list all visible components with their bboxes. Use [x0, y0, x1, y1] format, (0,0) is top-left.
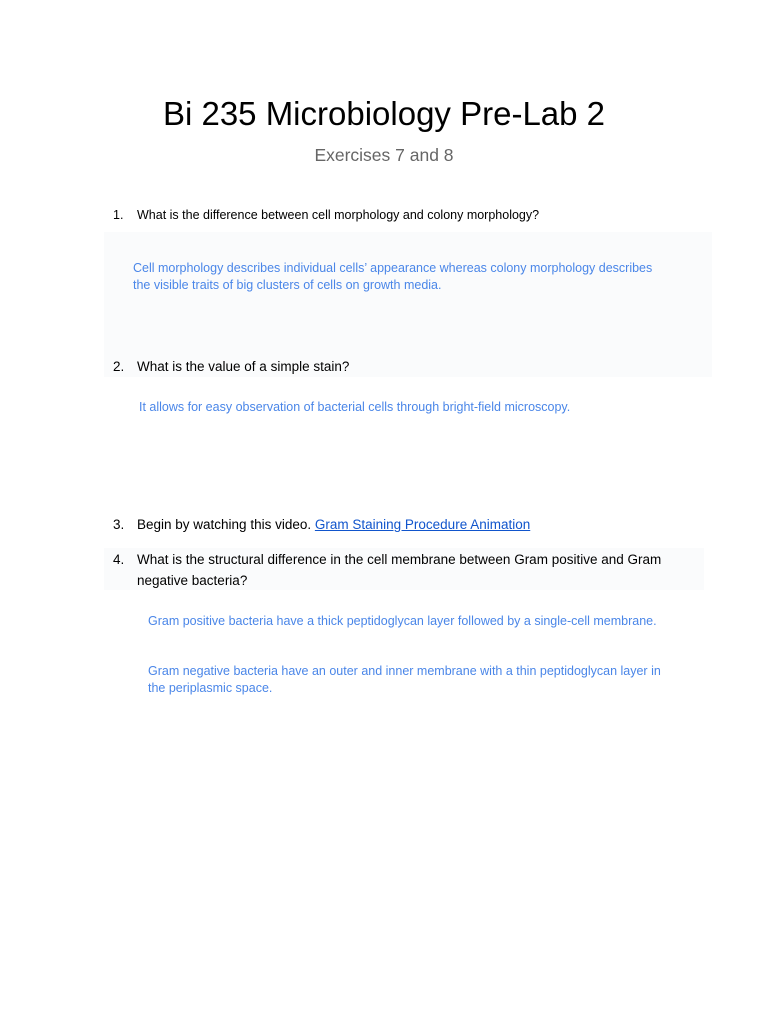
question-text: What is the value of a simple stain? — [137, 359, 350, 374]
question-number: 4. — [113, 552, 125, 567]
answer-1: Cell morphology describes individual cells’ appearance whereas colony morphology describes the visible traits of big clusters of cells on growth media. — [133, 261, 653, 292]
question-text: What is the structural difference in the cell membrane between Gram positive and Gram negative bacteria? — [137, 552, 662, 588]
answer-2: It allows for easy observation of bacterial cells through bright-field microscopy. — [139, 400, 571, 414]
question-text-with-link — [137, 515, 530, 534]
document-title: Bi 235 Microbiology Pre-Lab 2 — [162, 95, 606, 132]
question-number: 3. — [113, 517, 125, 532]
question-text: Begin by watching this video. — [137, 517, 312, 532]
question-number: 2. — [113, 359, 125, 374]
question-number: 1. — [113, 208, 124, 222]
question-text: What is the difference between cell morphology and colony morphology? — [137, 208, 540, 222]
video-link[interactable]: Gram Staining Procedure Animation — [314, 517, 531, 532]
answer-4-gram-positive: Gram positive bacteria have a thick peptidoglycan layer followed by a single-cell membrane. — [148, 614, 657, 628]
document-subtitle: Exercises 7 and 8 — [314, 145, 454, 165]
answer-4-gram-negative: Gram negative bacteria have an outer and inner membrane with a thin peptidoglycan layer in the periplasmic space. — [148, 664, 661, 695]
answer-highlight-box — [104, 232, 712, 377]
